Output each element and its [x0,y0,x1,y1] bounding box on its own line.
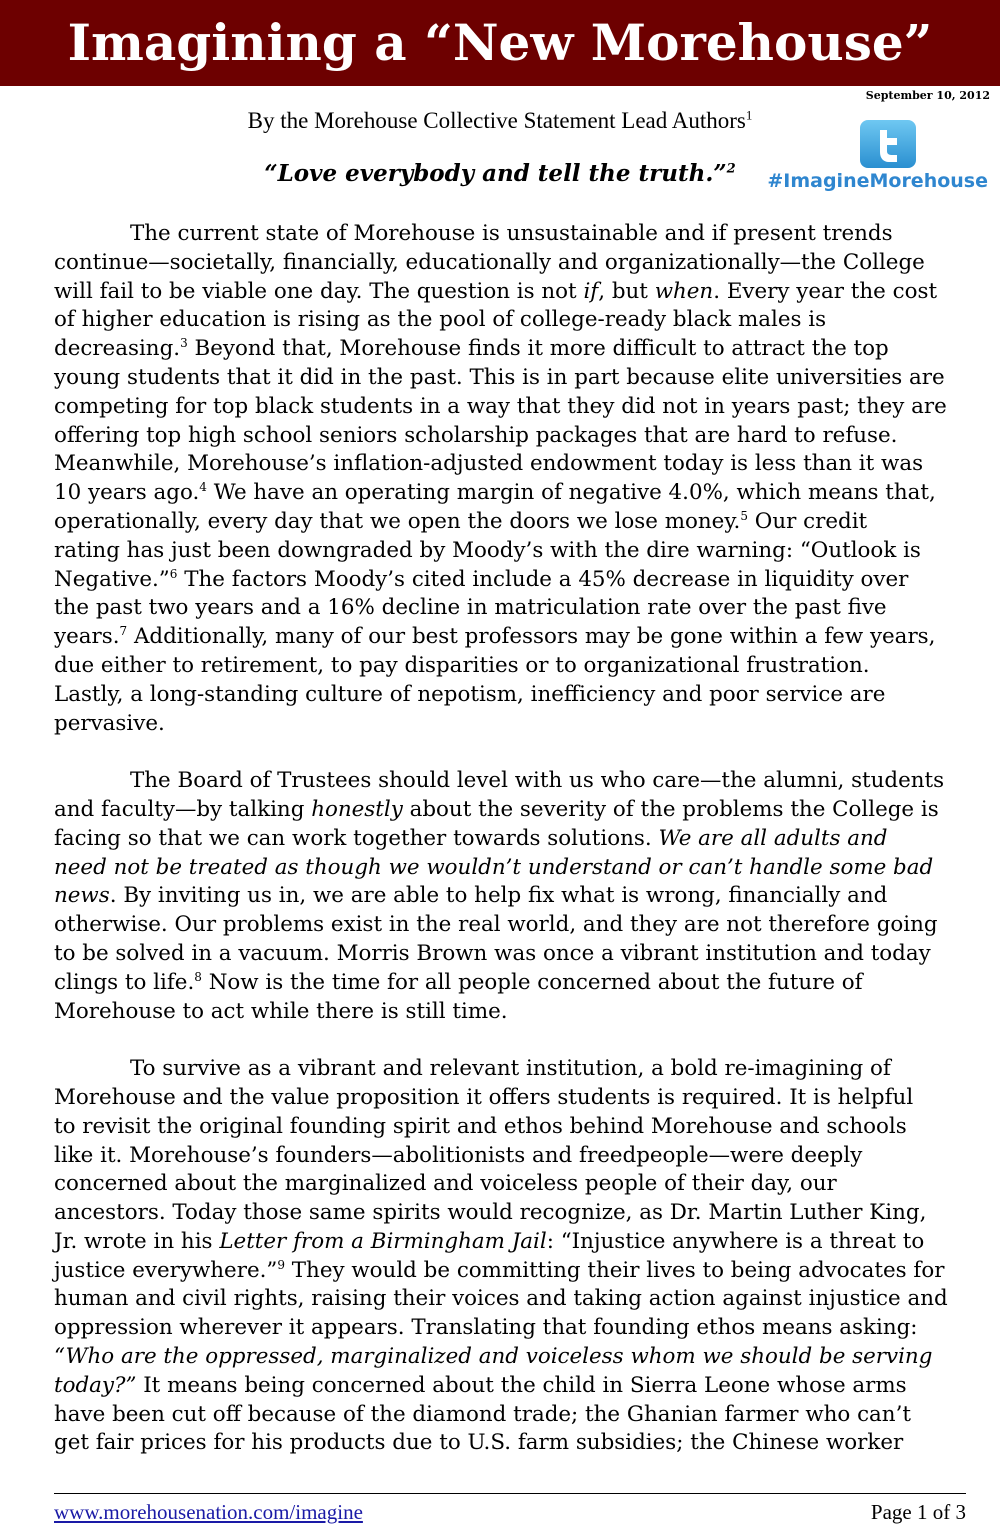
twitter-t-glyph-icon [868,126,908,162]
page-title: Imagining a “New Morehouse” [67,13,933,72]
text-line: concerned about the marginalized and voiceless people of their day, our [54,1171,837,1197]
text-line: young students that it did in the past. This is in part because elite universities are [54,364,945,390]
text-line: decreasing.$^3$ Beyond that, Morehouse finds it more difficult to attract the top [54,336,889,362]
footnote-ref: 6 [169,566,178,581]
text-line: 10 years ago.$^4$ We have an operating margin of negative 4.0%, which means that, [54,480,936,506]
publication-date: September 10, 2012 [865,89,990,102]
text-line: offering top high school seniors scholarship packages that are hard to refuse. [54,422,898,448]
text-line: have been cut off because of the diamond trade; the Ghanian farmer who can’t [54,1401,911,1427]
text-line: human and civil rights, raising their voices and taking action against injustice and [54,1286,948,1312]
text-line: will fail to be viable one day. The question is not if, but when. Every year the cost [54,278,938,304]
text-line: Meanwhile, Morehouse’s inflation-adjusted endowment today is less than it was [54,451,924,477]
text-line: ancestors. Today those same spirits would recognize, as Dr. Martin Luther King, [54,1200,927,1226]
text-line: oppression wherever it appears. Translating that founding ethos means asking: [54,1315,918,1341]
text-line: news. By inviting us in, we are able to help fix what is wrong, financially and [54,883,888,909]
text-line: continue—societally, financially, educationally and organizationally—the College [54,249,925,275]
footnote-ref: 8 [194,969,202,984]
text-line: competing for top black students in a way that they did not in years past; they are [54,393,947,419]
text-line: facing so that we can work together towards solutions. We are all adults and [54,825,888,851]
footnote-ref: 7 [119,624,128,639]
article-body [54,220,974,1487]
text-line: to revisit the original founding spirit and ethos behind Morehouse and schools [54,1113,907,1139]
text-line: like it. Morehouse’s founders—abolitionists and freedpeople—were deeply [54,1142,863,1168]
text-line: justice everywhere.”$^9$ They would be committing their lives to being advocates for [54,1257,945,1283]
text-line: operationally, every day that we open the doors we lose money.$^5$ Our credit [54,508,868,534]
text-line: The Board of Trustees should level with us who care—the alumni, students [130,768,945,794]
paragraph-2 [54,767,974,1026]
text-line: Morehouse to act while there is still time. [54,998,508,1024]
footnote-ref: 2 [726,161,736,177]
text-line: otherwise. Our problems exist in the real world, and they are not therefore going [54,912,938,938]
page-number: Page 1 of 3 [870,1500,966,1524]
text-line: Negative.”$^6$ The factors Moody’s cited include a 45% decrease in liquidity over [54,566,909,592]
hashtag-link[interactable]: #ImagineMorehouse [767,170,988,192]
text-line: Jr. wrote in his Letter from a Birmingham Jail: “Injustice anywhere is a threat to [54,1228,925,1254]
title-banner [0,0,1000,86]
text-line: today?” It means being concerned about the child in Sierra Leone whose arms [54,1372,907,1398]
text-line: years.$^7$ Additionally, many of our best professors may be gone within a few years, [54,624,936,650]
footnote-ref: 5 [740,508,748,523]
text-line: The current state of Morehouse is unsustainable and if present trends [130,221,893,246]
twitter-logo-icon[interactable] [860,120,916,168]
text-line: Morehouse and the value proposition it offers students is required. It is helpful [54,1084,914,1110]
byline-text: By the Morehouse Collective Statement Lead Authors [247,108,746,133]
text-line: Lastly, a long-standing culture of nepotism, inefficiency and poor service are [54,681,886,707]
footnote-ref: 1 [745,107,753,123]
paragraph-1 [54,220,974,738]
text-line: and faculty—by talking honestly about the severity of the problems the College is [54,796,939,822]
text-line: due either to retirement, to pay disparities or to organizational frustration. [54,652,870,678]
text-line: of higher education is rising as the pool of college-ready black males is [54,307,827,333]
text-line: need not be treated as though we wouldn’t understand or can’t handle some bad [54,854,934,880]
text-line: clings to life.$^8$ Now is the time for all people concerned about the future of [54,969,863,995]
byline [0,108,1000,134]
text-line: To survive as a vibrant and relevant institution, a bold re-imagining of [130,1056,891,1082]
paragraph-3 [54,1055,974,1458]
footnote-ref: 9 [277,1257,285,1272]
text-line: get fair prices for his products due to U.S. farm subsidies; the Chinese worker [54,1430,904,1456]
text-line: pervasive. [54,710,165,736]
footnote-ref: 3 [180,336,188,351]
footer-url-link[interactable]: www.morehousenation.com/imagine [54,1500,363,1524]
footnote-ref: 4 [199,480,207,495]
text-line: “Who are the oppressed, marginalized and voiceless whom we should be serving [54,1344,933,1370]
text-line: to be solved in a vacuum. Morris Brown was once a vibrant institution and today [54,940,931,966]
text-line: rating has just been downgraded by Moody’s with the dire warning: “Outlook is [54,537,921,563]
text-line: the past two years and a 16% decline in matriculation rate over the past five [54,595,887,621]
quote-text: “Love everybody and tell the truth.” [264,160,727,187]
footer-divider [54,1493,966,1494]
